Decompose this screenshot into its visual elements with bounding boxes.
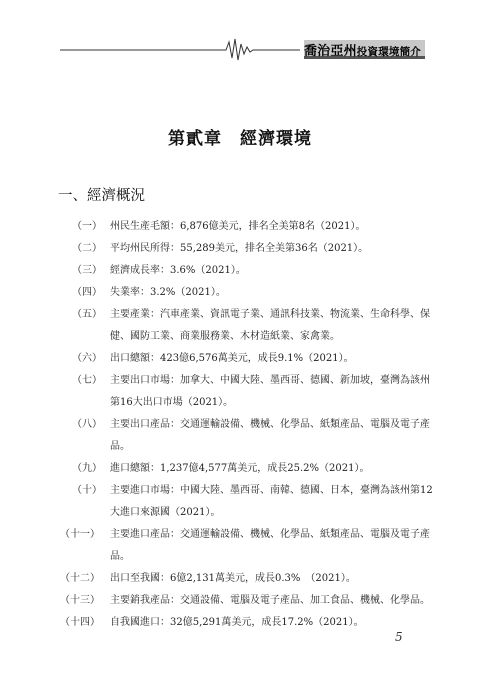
item-number: （二） bbox=[72, 243, 102, 254]
list-item bbox=[72, 282, 424, 304]
item-number: （三） bbox=[72, 265, 102, 276]
list-item bbox=[72, 304, 430, 326]
header-title-prefix: 喬治亞州 bbox=[303, 44, 357, 59]
item-number: （十） bbox=[72, 485, 102, 496]
item-number: （十二） bbox=[60, 573, 100, 584]
header-title-suffix: 投資環境簡介 bbox=[356, 46, 421, 58]
item-text: 進口總額：1,237億4,577萬美元，成長25.2%（2021）。 bbox=[110, 463, 370, 474]
item-text: 自我國進口：32億5,291萬美元，成長17.2%（2021）。 bbox=[110, 617, 364, 628]
list-item bbox=[72, 216, 424, 238]
item-number: （八） bbox=[72, 419, 102, 430]
list-item bbox=[60, 612, 412, 634]
item-number: （六） bbox=[72, 353, 102, 364]
chapter-title: 第貳章 經濟環境 bbox=[168, 129, 312, 149]
running-header bbox=[60, 36, 425, 62]
item-text: 出口總額：423億6,576萬美元，成長9.1%（2021）。 bbox=[110, 353, 354, 364]
page-number: 5 bbox=[395, 630, 403, 644]
list-item bbox=[72, 348, 424, 370]
item-text: 主要銷我產品：交通設備、電腦及電子產品、加工食品、機械、化學品。 bbox=[110, 595, 430, 606]
item-text-continued: 第16大出口市場（2021）。 bbox=[110, 397, 234, 408]
item-number: （十四） bbox=[60, 617, 100, 628]
item-text: 失業率：3.2%（2021）。 bbox=[110, 287, 226, 298]
list-item bbox=[72, 370, 430, 392]
item-number: （十三） bbox=[60, 595, 100, 606]
list-item bbox=[60, 590, 430, 612]
section-title: 一、經濟概況 bbox=[58, 188, 145, 204]
item-text-continued: 品。 bbox=[110, 441, 130, 452]
item-text: 經濟成長率：3.6%（2021）。 bbox=[110, 265, 246, 276]
list-item bbox=[60, 568, 412, 590]
item-number: （五） bbox=[72, 309, 102, 320]
list-item bbox=[72, 260, 424, 282]
item-number: （一） bbox=[72, 221, 102, 232]
item-number: （四） bbox=[72, 287, 102, 298]
item-number: （十一） bbox=[60, 529, 100, 540]
header-title bbox=[304, 40, 421, 59]
item-text: 主要進口市場：中國大陸、墨西哥、南韓、德國、日本，臺灣為該州第12 bbox=[110, 485, 433, 496]
item-text: 主要產業：汽車產業、資訊電子業、通訊科技業、物流業、生命科學、保 bbox=[110, 309, 430, 320]
list-item bbox=[72, 458, 424, 480]
item-text: 出口至我國：6億2,131萬美元，成長0.3% （2021）。 bbox=[110, 573, 356, 584]
item-text: 主要進口產品：交通運輸設備、機械、化學品、紙類產品、電腦及電子產 bbox=[110, 529, 430, 540]
item-text-continued: 大進口來源國（2021）。 bbox=[110, 507, 221, 518]
item-text: 平均州民所得：55,289美元，排名全美第36名（2021）。 bbox=[110, 243, 369, 254]
item-text-continued: 健、國防工業、商業服務業、木材造紙業、家禽業。 bbox=[110, 331, 340, 342]
item-text: 主要出口市場：加拿大、中國大陸、墨西哥、德國、新加坡，臺灣為該州 bbox=[110, 375, 430, 386]
item-number: （七） bbox=[72, 375, 102, 386]
list-item bbox=[72, 238, 424, 260]
item-text: 州民生產毛額：6,876億美元，排名全美第8名（2021）。 bbox=[110, 221, 366, 232]
item-text-continued: 品。 bbox=[110, 551, 130, 562]
list-item bbox=[60, 524, 430, 546]
item-text: 主要出口產品：交通運輸設備、機械、化學品、紙類產品、電腦及電子產 bbox=[110, 419, 430, 430]
list-item bbox=[72, 480, 433, 502]
list-item bbox=[72, 414, 430, 436]
item-number: （九） bbox=[72, 463, 102, 474]
